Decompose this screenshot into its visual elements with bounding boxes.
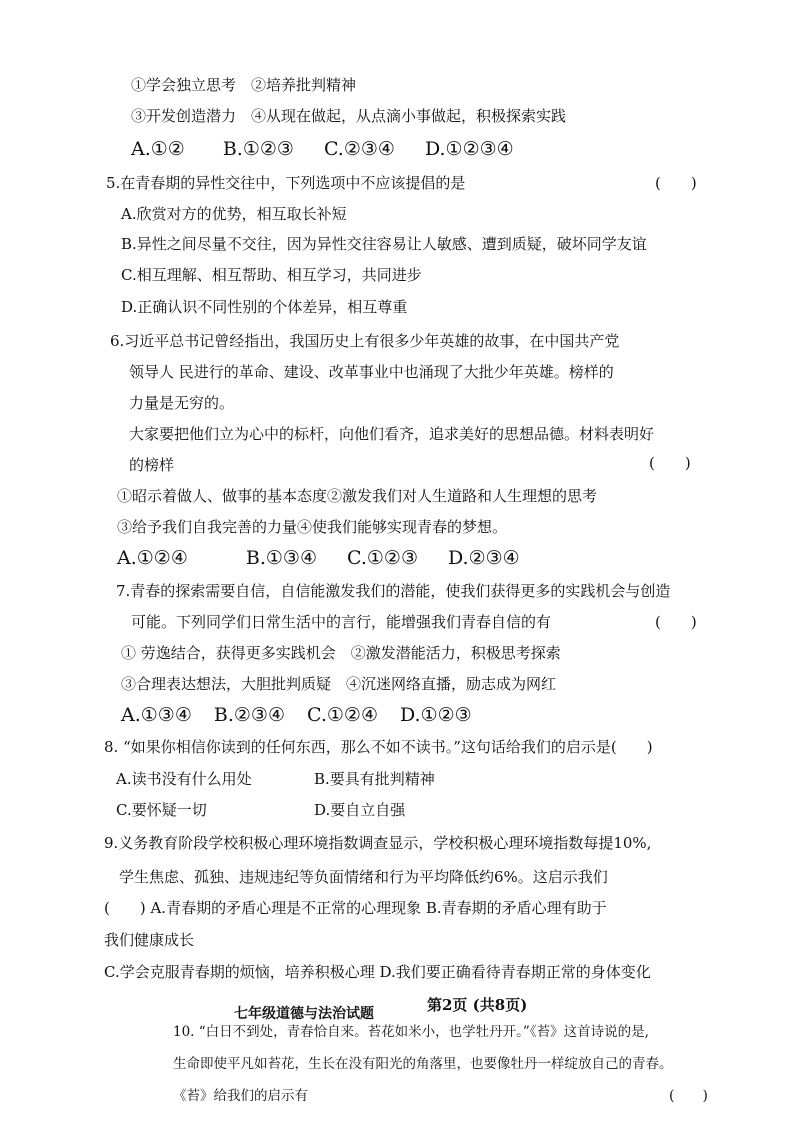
q7-item-line-2: ③合理表达想法，大胆批判质疑 ④沉迷网络直播，励志成为网红 [121, 675, 557, 693]
q5-stem: 5.在青春期的异性交往中，下列选项中不应该提倡的是 [106, 174, 466, 192]
q8-option-c[interactable]: C.要怀疑一切 [116, 801, 207, 819]
q5-answer-blank[interactable]: ( ) [655, 174, 697, 192]
q7-option-b[interactable]: B.②③④ [213, 704, 285, 726]
q7-stem-line-2: 可能。下列同学们日常生活中的言行，能增强我们青春自信的有 [131, 613, 552, 631]
q5-option-a[interactable]: A.欣赏对方的优势，相互取长补短 [121, 205, 347, 223]
q10-stem-line-3: 《苔》给我们的启示有 [173, 1088, 308, 1104]
q5-option-c[interactable]: C.相互理解、相互帮助、相互学习，共同进步 [121, 266, 422, 284]
q4-item-line-1: ①学会独立思考 ②培养批判精神 [131, 76, 357, 94]
q8-option-d[interactable]: D.要自立自强 [314, 801, 406, 819]
q6-stem-line-4: 大家要把他们立为心中的标杆，向他们看齐，追求美好的思想品德。材料表明好 [129, 425, 655, 443]
q4-option-b[interactable]: B.①②③ [222, 138, 294, 160]
q6-item-line-1: ①昭示着做人、做事的基本态度②激发我们对人生道路和人生理想的思考 [117, 487, 598, 505]
q4-option-d[interactable]: D.①②③④ [424, 138, 514, 160]
q9-stem-line-2: 学生焦虑、孤独、违规违纪等负面情绪和行为平均降低约6%。这启示我们 [119, 868, 608, 886]
q6-option-b[interactable]: B.①③④ [245, 547, 317, 569]
q4-option-c[interactable]: C.②③④ [323, 138, 395, 160]
q9-stem-line-3: ( ) A.青春期的矛盾心理是不正常的心理现象 B.青春期的矛盾心理有助于 [104, 899, 607, 917]
q10-stem-line-1: 10. “白日不到处，青春恰自来。苔花如米小，也学牡丹开。”《苔》这首诗说的是, [173, 1024, 649, 1040]
q6-stem-line-1: 6.习近平总书记曾经指出，我国历史上有很多少年英雄的故事，在中国共产党 [110, 332, 620, 350]
q4-options [131, 137, 548, 161]
q6-stem-line-3: 力量是无穷的。 [129, 394, 235, 412]
q5-option-d[interactable]: D.正确认识不同性别的个体差异，相互尊重 [121, 298, 408, 316]
q8-option-b[interactable]: B.要具有批判精神 [314, 770, 435, 788]
q7-item-line-1: ① 劳逸结合，获得更多实践机会 ②激发潜能活力，积极思考探索 [121, 644, 561, 662]
q6-item-line-2: ③给予我们自我完善的力量④使我们能够实现青春的梦想。 [117, 518, 508, 536]
q7-answer-blank[interactable]: ( ) [655, 613, 697, 631]
q6-option-a[interactable]: A.①②④ [117, 547, 188, 569]
q7-option-c[interactable]: C.①②④ [306, 704, 378, 726]
q9-stem-line-5: C.学会克服青春期的烦恼，培养积极心理 D.我们要正确看待青春期正常的身体变化 [104, 963, 651, 981]
q8-stem: 8. “如果你相信你读到的任何东西，那么不如不读书。”这句话给我们的启示是( ) [104, 738, 653, 756]
q6-stem-line-2: 领导人 民进行的革命、建设、改革事业中也涌现了大批少年英雄。榜样的 [129, 363, 614, 381]
q4-option-a[interactable]: A.①② [131, 138, 185, 160]
q7-option-a[interactable]: A.①③④ [121, 704, 192, 726]
q7-options [121, 703, 506, 727]
q6-option-c[interactable]: C.①②③ [346, 547, 418, 569]
q8-option-a[interactable]: A.读书没有什么用处 [116, 770, 252, 788]
q9-stem-line-1: 9.义务教育阶段学校积极心理环境指数调查显示，学校积极心理环境指数每提10%, [104, 834, 652, 852]
q9-stem-line-4: 我们健康成长 [104, 931, 195, 949]
q7-option-d[interactable]: D.①②③ [399, 704, 472, 726]
page-number: 第2页 (共8页) [427, 996, 528, 1014]
q6-options [117, 546, 554, 570]
q6-stem-line-5: 的榜样 [129, 456, 175, 474]
exam-title: 七年级道德与法治试题 [234, 1006, 374, 1022]
q6-option-d[interactable]: D.②③④ [447, 547, 520, 569]
q7-stem-line-1: 7.青春的探索需要自信，自信能激发我们的潜能，使我们获得更多的实践机会与创造 [116, 582, 671, 600]
q5-option-b[interactable]: B.异性之间尽量不交往，因为异性交往容易让人敏感、遭到质疑，破坏同学友谊 [121, 235, 647, 253]
q4-item-line-2: ③开发创造潜力 ④从现在做起，从点滴小事做起，积极探索实践 [131, 107, 567, 125]
q6-answer-blank[interactable]: ( ) [649, 454, 691, 472]
q10-answer-blank[interactable]: ( ) [669, 1088, 708, 1104]
q10-stem-line-2: 生命即使平凡如苔花，生长在没有阳光的角落里，也要像牡丹一样绽放自己的青春。 [173, 1056, 673, 1072]
